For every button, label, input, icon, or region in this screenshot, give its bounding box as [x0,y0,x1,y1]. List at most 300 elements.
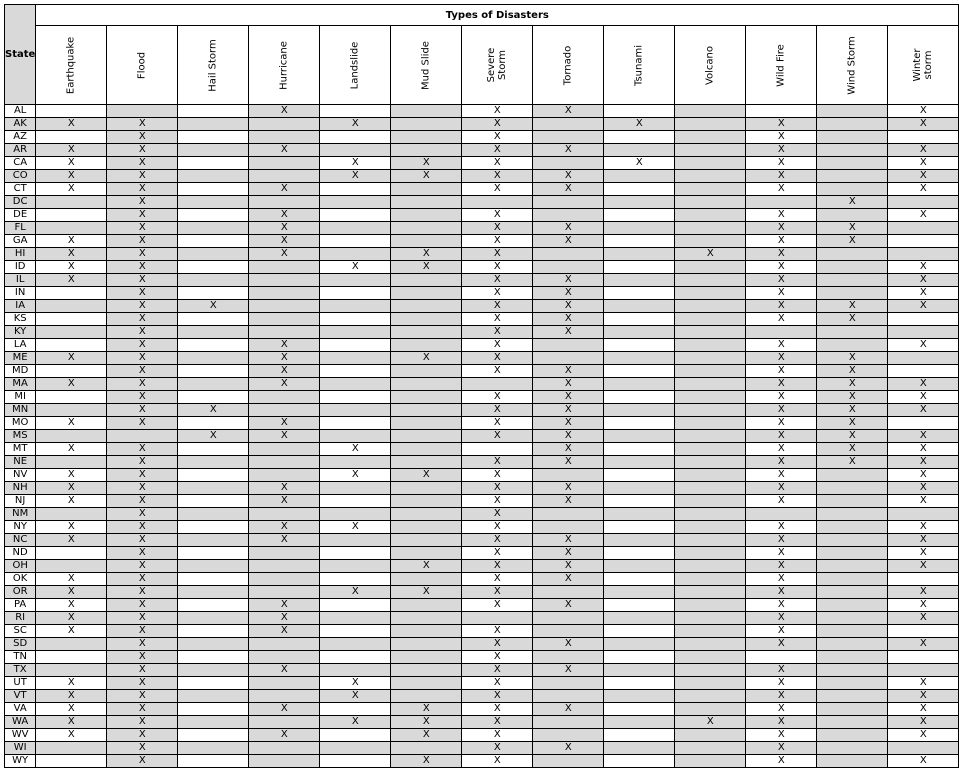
mark-cell: X [746,222,817,235]
mark-cell [178,612,249,625]
mark-cell: X [533,560,604,573]
mark-cell [178,586,249,599]
mark-cell: X [462,690,533,703]
mark-cell: X [107,300,178,313]
mark-cell [320,287,391,300]
mark-cell [178,469,249,482]
mark-cell [320,703,391,716]
mark-cell: X [746,157,817,170]
mark-cell [604,573,675,586]
mark-cell [178,677,249,690]
mark-cell [817,560,888,573]
mark-cell: X [888,404,959,417]
disaster-types-header: Types of Disasters [36,5,959,26]
mark-cell [36,222,107,235]
mark-cell [888,313,959,326]
mark-cell: X [36,443,107,456]
mark-cell: X [817,443,888,456]
mark-cell: X [888,547,959,560]
mark-cell [36,391,107,404]
state-cell: OK [5,573,36,586]
mark-cell: X [36,729,107,742]
table-row [5,274,959,287]
mark-cell [675,118,746,131]
mark-cell [391,651,462,664]
mark-cell [249,261,320,274]
mark-cell: X [320,261,391,274]
mark-cell: X [462,391,533,404]
mark-cell: X [888,612,959,625]
mark-cell [817,339,888,352]
mark-cell: X [746,612,817,625]
mark-cell: X [107,222,178,235]
mark-cell: X [107,755,178,768]
mark-cell [178,560,249,573]
mark-cell: X [36,495,107,508]
mark-cell: X [746,586,817,599]
mark-cell: X [746,144,817,157]
mark-cell: X [107,469,178,482]
mark-cell: X [249,352,320,365]
mark-cell: X [746,170,817,183]
mark-cell [391,456,462,469]
mark-cell [604,183,675,196]
mark-cell: X [462,547,533,560]
mark-cell: X [888,378,959,391]
table-row [5,196,959,209]
mark-cell: X [462,157,533,170]
mark-cell: X [249,339,320,352]
mark-cell [391,638,462,651]
mark-cell: X [462,729,533,742]
mark-cell: X [817,222,888,235]
mark-cell [249,196,320,209]
mark-cell [746,196,817,209]
mark-cell: X [107,495,178,508]
mark-cell: X [107,287,178,300]
mark-cell: X [462,274,533,287]
mark-cell: X [107,365,178,378]
mark-cell: X [107,482,178,495]
mark-cell [249,638,320,651]
mark-cell [604,534,675,547]
mark-cell [249,456,320,469]
mark-cell: X [36,183,107,196]
type-header-label: Hurricane [278,40,290,90]
mark-cell: X [746,209,817,222]
mark-cell [36,131,107,144]
mark-cell: X [462,365,533,378]
mark-cell: X [36,599,107,612]
mark-cell [604,729,675,742]
mark-cell: X [888,560,959,573]
mark-cell [817,534,888,547]
mark-cell [817,599,888,612]
state-cell: DE [5,209,36,222]
mark-cell: X [249,209,320,222]
table-row [5,742,959,755]
mark-cell [675,105,746,118]
mark-cell [888,651,959,664]
type-header-label: Volcano [704,45,716,85]
mark-cell [320,378,391,391]
type-header-tsunami [604,26,675,105]
mark-cell: X [533,742,604,755]
table-row [5,222,959,235]
mark-cell [178,417,249,430]
mark-cell [533,352,604,365]
mark-cell [36,300,107,313]
type-header-tornado [533,26,604,105]
mark-cell: X [391,716,462,729]
table-row [5,352,959,365]
mark-cell [391,196,462,209]
mark-cell [320,664,391,677]
mark-cell [888,326,959,339]
mark-cell: X [320,170,391,183]
mark-cell [533,586,604,599]
mark-cell: X [746,274,817,287]
mark-cell [675,352,746,365]
mark-cell: X [888,469,959,482]
mark-cell [675,521,746,534]
state-cell: TN [5,651,36,664]
mark-cell: X [746,469,817,482]
mark-cell [604,690,675,703]
mark-cell [178,716,249,729]
mark-cell: X [36,690,107,703]
mark-cell: X [107,352,178,365]
type-header-earthquake [36,26,107,105]
mark-cell [391,391,462,404]
mark-cell [391,378,462,391]
mark-cell: X [107,131,178,144]
state-cell: GA [5,235,36,248]
mark-cell: X [107,547,178,560]
table-row [5,729,959,742]
mark-cell [391,209,462,222]
mark-cell [249,326,320,339]
mark-cell [604,599,675,612]
mark-cell: X [320,118,391,131]
mark-cell [675,677,746,690]
table-row [5,404,959,417]
mark-cell [320,612,391,625]
mark-cell [817,638,888,651]
mark-cell [249,170,320,183]
mark-cell: X [462,703,533,716]
mark-cell: X [462,586,533,599]
mark-cell: X [888,391,959,404]
state-cell: TX [5,664,36,677]
mark-cell: X [888,495,959,508]
mark-cell [817,105,888,118]
mark-cell [249,391,320,404]
mark-cell: X [888,690,959,703]
mark-cell: X [107,664,178,677]
mark-cell [817,482,888,495]
mark-cell: X [107,183,178,196]
mark-cell: X [746,391,817,404]
type-header-hail-storm [178,26,249,105]
table-row [5,664,959,677]
mark-cell: X [249,625,320,638]
mark-cell [675,326,746,339]
mark-cell [604,300,675,313]
mark-cell: X [391,729,462,742]
mark-cell: X [604,157,675,170]
mark-cell [675,612,746,625]
mark-cell [320,404,391,417]
mark-cell [675,417,746,430]
state-cell: CA [5,157,36,170]
table-row [5,365,959,378]
table-row [5,326,959,339]
mark-cell: X [888,716,959,729]
state-cell: AL [5,105,36,118]
mark-cell: X [462,625,533,638]
state-cell: SD [5,638,36,651]
mark-cell: X [533,313,604,326]
state-cell: OH [5,560,36,573]
mark-cell: X [817,417,888,430]
mark-cell [391,430,462,443]
mark-cell: X [746,456,817,469]
state-cell: CT [5,183,36,196]
mark-cell: X [817,456,888,469]
mark-cell: X [462,534,533,547]
mark-cell [320,248,391,261]
mark-cell: X [746,729,817,742]
mark-cell: X [462,209,533,222]
mark-cell [604,287,675,300]
mark-cell: X [36,378,107,391]
mark-cell [320,599,391,612]
mark-cell [604,703,675,716]
mark-cell [675,586,746,599]
mark-cell: X [462,352,533,365]
mark-cell: X [107,586,178,599]
mark-cell: X [533,599,604,612]
mark-cell [178,482,249,495]
mark-cell [675,495,746,508]
mark-cell [249,157,320,170]
mark-cell [604,222,675,235]
mark-cell: X [36,612,107,625]
state-cell: NC [5,534,36,547]
mark-cell: X [462,651,533,664]
table-row [5,248,959,261]
mark-cell [888,365,959,378]
state-cell: FL [5,222,36,235]
table-row [5,469,959,482]
mark-cell [533,261,604,274]
mark-cell [178,209,249,222]
mark-cell: X [36,417,107,430]
mark-cell [320,560,391,573]
mark-cell: X [888,443,959,456]
type-header-wild-fire [746,26,817,105]
mark-cell: X [888,430,959,443]
mark-cell: X [746,482,817,495]
mark-cell [178,274,249,287]
mark-cell: X [36,534,107,547]
mark-cell: X [320,521,391,534]
mark-cell: X [746,430,817,443]
mark-cell [533,131,604,144]
mark-cell [249,313,320,326]
mark-cell [391,612,462,625]
mark-cell: X [107,638,178,651]
mark-cell [107,105,178,118]
mark-cell: X [746,599,817,612]
mark-cell: X [249,430,320,443]
type-header-label: Wind Storm [846,35,858,95]
mark-cell: X [746,716,817,729]
state-cell: ND [5,547,36,560]
mark-cell: X [533,222,604,235]
mark-cell: X [249,495,320,508]
mark-cell [604,469,675,482]
mark-cell [391,235,462,248]
state-cell: IN [5,287,36,300]
mark-cell: X [817,300,888,313]
mark-cell [391,443,462,456]
mark-cell [36,365,107,378]
table-row [5,755,959,768]
mark-cell: X [533,664,604,677]
mark-cell [675,430,746,443]
mark-cell: X [107,209,178,222]
state-cell: UT [5,677,36,690]
mark-cell: X [249,612,320,625]
mark-cell: X [746,625,817,638]
mark-cell [36,664,107,677]
state-cell: HI [5,248,36,261]
mark-cell [36,404,107,417]
type-header-severe-storm [462,26,533,105]
mark-cell [604,586,675,599]
mark-cell [36,105,107,118]
mark-cell [675,755,746,768]
mark-cell [391,534,462,547]
type-header-hurricane [249,26,320,105]
mark-cell: X [888,456,959,469]
mark-cell: X [36,118,107,131]
mark-cell: X [249,378,320,391]
mark-cell [391,183,462,196]
mark-cell [888,742,959,755]
mark-cell: X [533,443,604,456]
mark-cell: X [178,300,249,313]
mark-cell [36,547,107,560]
mark-cell [675,274,746,287]
mark-cell: X [36,573,107,586]
mark-cell [604,131,675,144]
mark-cell [249,690,320,703]
mark-cell [604,248,675,261]
mark-cell [817,742,888,755]
mark-cell [178,235,249,248]
mark-cell: X [391,170,462,183]
mark-cell [604,404,675,417]
mark-cell [675,391,746,404]
mark-cell: X [107,170,178,183]
state-cell: DC [5,196,36,209]
mark-cell [817,547,888,560]
mark-cell [888,625,959,638]
mark-cell [320,105,391,118]
mark-cell [178,443,249,456]
table-row [5,612,959,625]
mark-cell [533,521,604,534]
state-cell: MT [5,443,36,456]
mark-cell [178,118,249,131]
mark-cell: X [746,755,817,768]
mark-cell: X [107,417,178,430]
mark-cell [249,742,320,755]
mark-cell: X [249,183,320,196]
mark-cell [675,482,746,495]
mark-cell [533,716,604,729]
mark-cell: X [320,443,391,456]
mark-cell [391,287,462,300]
mark-cell [604,612,675,625]
mark-cell [604,443,675,456]
mark-cell [36,755,107,768]
mark-cell [36,456,107,469]
state-cell: NE [5,456,36,469]
mark-cell: X [320,716,391,729]
mark-cell: X [533,573,604,586]
mark-cell [604,144,675,157]
mark-cell [178,248,249,261]
mark-cell: X [36,703,107,716]
mark-cell [178,755,249,768]
state-cell: ME [5,352,36,365]
mark-cell [533,469,604,482]
mark-cell: X [249,534,320,547]
mark-cell [604,638,675,651]
mark-cell [320,352,391,365]
mark-cell [249,677,320,690]
mark-cell [817,326,888,339]
mark-cell: X [249,222,320,235]
mark-cell [817,703,888,716]
mark-cell: X [107,235,178,248]
state-cell: AR [5,144,36,157]
mark-cell [888,508,959,521]
mark-cell [178,131,249,144]
mark-cell: X [462,222,533,235]
mark-cell: X [817,313,888,326]
mark-cell [178,157,249,170]
mark-cell [320,209,391,222]
mark-cell [178,651,249,664]
mark-cell: X [462,742,533,755]
mark-cell [320,144,391,157]
mark-cell [320,274,391,287]
mark-cell: X [249,144,320,157]
mark-cell: X [36,352,107,365]
state-cell: MO [5,417,36,430]
mark-cell: X [462,508,533,521]
mark-cell: X [746,664,817,677]
mark-cell: X [746,183,817,196]
mark-cell [888,352,959,365]
mark-cell [320,365,391,378]
mark-cell: X [249,235,320,248]
